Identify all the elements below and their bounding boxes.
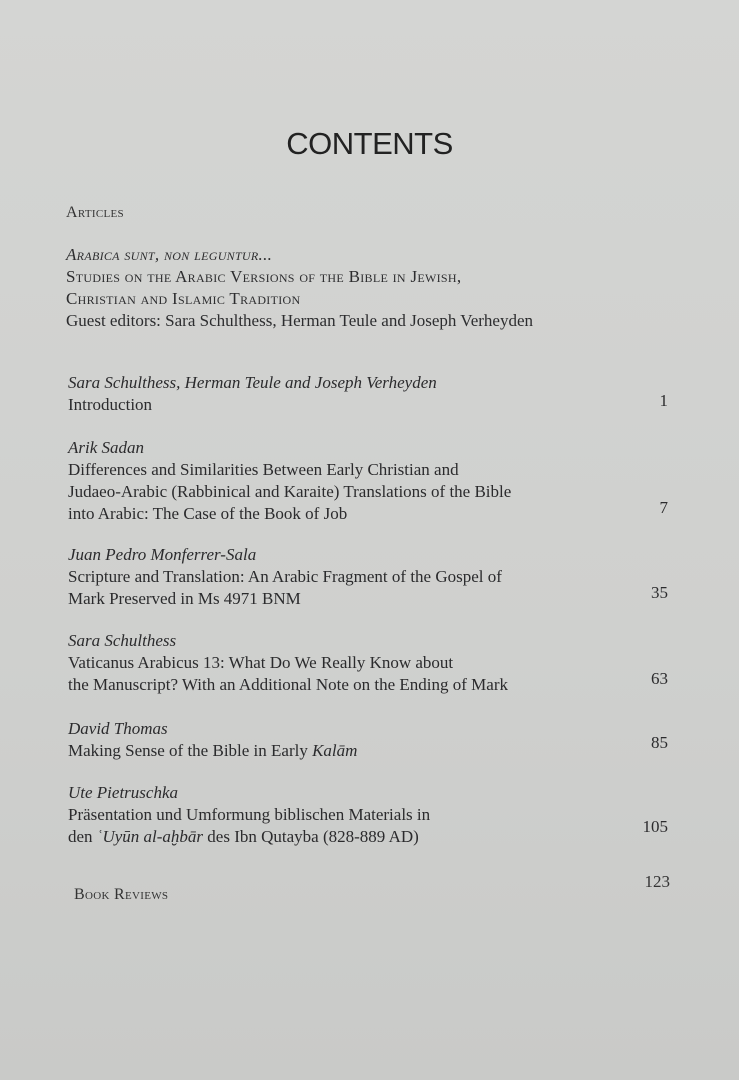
issue-heading: [66, 244, 686, 332]
entry-page-number: 1: [659, 391, 668, 410]
toc-entry[interactable]: [68, 437, 668, 525]
entry-author: Arik Sadan: [68, 438, 145, 457]
book-reviews-label[interactable]: Book Reviews: [74, 886, 169, 903]
entry-title-italic: Kalām: [312, 741, 358, 760]
toc-entry[interactable]: [68, 372, 668, 416]
entry-author: Sara Schulthess: [68, 631, 177, 650]
entry-title-line: Introduction: [68, 395, 153, 414]
toc-entry[interactable]: [68, 782, 668, 848]
entry-title-line: Präsentation und Umformung biblischen Materials in: [68, 805, 431, 824]
section-label-articles: Articles: [66, 204, 124, 221]
page-title: CONTENTS: [286, 126, 453, 161]
entry-title-text: den: [68, 827, 97, 846]
toc-entry[interactable]: [68, 544, 668, 610]
entry-page-number: 85: [651, 733, 668, 752]
entry-title-italic: ʿUyūn al-aḫbār: [96, 827, 204, 846]
book-reviews-page-number: 123: [644, 872, 670, 891]
entry-title-line: Mark Preserved in Ms 4971 BNM: [68, 589, 301, 608]
entry-title-line: into Arabic: The Case of the Book of Job: [68, 504, 348, 523]
entry-title-text: des Ibn Qutayba (828-889 AD): [203, 827, 419, 846]
entry-title-text: Making Sense of the Bible in Early: [68, 741, 313, 760]
entry-title-line: the Manuscript? With an Additional Note on the Ending of Mark: [68, 675, 508, 694]
issue-kicker: Arabica sunt, non leguntur...: [66, 245, 273, 264]
issue-subtitle-line1: Studies on the Arabic Versions of the Bible in Jewish,: [66, 267, 462, 286]
entry-title-line: [68, 826, 668, 848]
issue-editors: Guest editors: Sara Schulthess, Herman Teule and Joseph Verheyden: [66, 311, 533, 330]
entry-page-number: 7: [659, 498, 668, 517]
toc-entry[interactable]: [68, 718, 668, 762]
entry-author: Juan Pedro Monferrer-Sala: [68, 545, 257, 564]
entry-title-line: [68, 740, 668, 762]
entry-title-line: Scripture and Translation: An Arabic Fragment of the Gospel of: [68, 567, 502, 586]
entry-page-number: 63: [651, 669, 668, 688]
entry-title-line: Judaeo-Arabic (Rabbinical and Karaite) Translations of the Bible: [68, 482, 512, 501]
issue-subtitle-line2: Christian and Islamic Tradition: [66, 289, 301, 308]
entry-author: David Thomas: [68, 719, 168, 738]
entry-page-number: 35: [651, 583, 668, 602]
entry-title-line: Differences and Similarities Between Early Christian and: [68, 460, 459, 479]
entry-page-number: 105: [642, 817, 668, 836]
entry-author: Sara Schulthess, Herman Teule and Joseph Verheyden: [68, 373, 437, 392]
toc-entry[interactable]: [68, 630, 668, 696]
entry-author: Ute Pietruschka: [68, 783, 178, 802]
entry-title-line: Vaticanus Arabicus 13: What Do We Really Know about: [68, 653, 454, 672]
